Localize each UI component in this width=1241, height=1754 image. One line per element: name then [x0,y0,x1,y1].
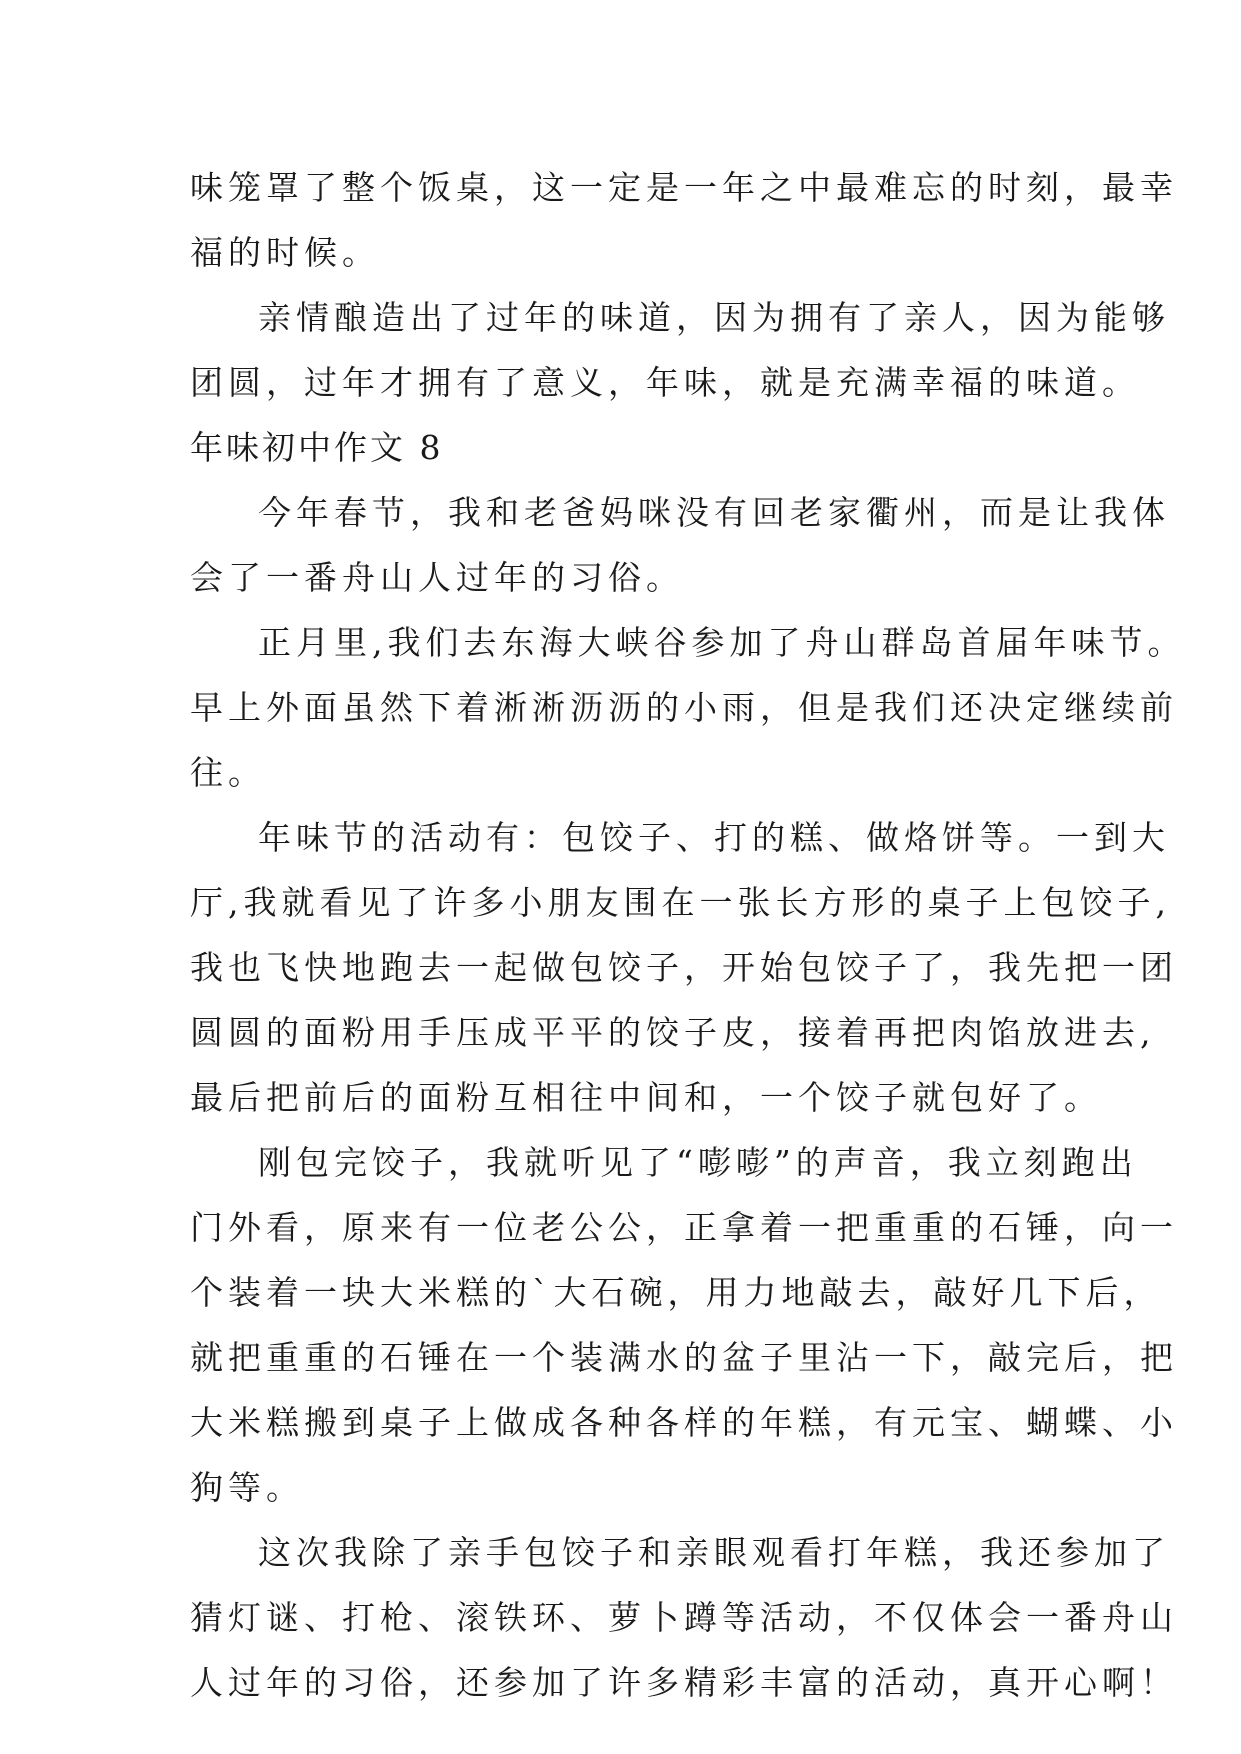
text-line: 门外看，原来有一位老公公，正拿着一把重重的石锤，向一 [190,1208,1178,1247]
paragraph [190,610,1186,805]
text-line: 团圆，过年才拥有了意义，年味，就是充满幸福的味道。 [190,363,1140,402]
text-line: 今年春节，我和老爸妈咪没有回老家衢州，而是让我体 [258,493,1170,532]
text-line: 往。 [190,753,266,792]
text-line: 厅,我就看见了许多小朋友围在一张长方形的桌子上包饺子, [190,883,1171,922]
section-heading [190,415,1060,480]
text-line: 味笼罩了整个饭桌，这一定是一年之中最难忘的时刻，最幸 [190,168,1178,207]
text-line: 最后把前后的面粉互相往中间和，一个饺子就包好了。 [190,1078,1102,1117]
paragraph [190,1520,1178,1715]
text-line: 刚包完饺子，我就听见了“嘭嘭”的声音，我立刻跑出 [258,1143,1138,1182]
paragraph [190,805,1178,1130]
text-line: 圆圆的面粉用手压成平平的饺子皮，接着再把肉馅放进去, [190,1013,1156,1052]
text-line: 福的时候。 [190,233,380,272]
text-line: 这次我除了亲手包饺子和亲眼观看打年糕，我还参加了 [258,1533,1170,1572]
paragraph [190,155,1178,285]
text-line: 个装着一块大米糕的`大石碗，用力地敲去，敲好几下后， [190,1273,1162,1312]
paragraph [190,285,1170,415]
document-page [190,155,1186,1715]
text-line: 就把重重的石锤在一个装满水的盆子里沾一下，敲完后，把 [190,1338,1178,1377]
text-line: 狗等。 [190,1468,304,1507]
text-line: 年味节的活动有：包饺子、打的糕、做烙饼等。一到大 [258,818,1170,857]
heading-text: 年味初中作文 8 [190,428,444,467]
text-line: 猜灯谜、打枪、滚铁环、萝卜蹲等活动，不仅体会一番舟山 [190,1598,1178,1637]
text-line: 正月里,我们去东海大峡谷参加了舟山群岛首届年味节。 [258,623,1186,662]
text-line: 亲情酿造出了过年的味道，因为拥有了亲人，因为能够 [258,298,1170,337]
text-line: 我也飞快地跑去一起做包饺子，开始包饺子了，我先把一团 [190,948,1178,987]
text-line: 早上外面虽然下着淅淅沥沥的小雨，但是我们还决定继续前 [190,688,1178,727]
text-line: 人过年的习俗，还参加了许多精彩丰富的活动，真开心啊！ [190,1663,1178,1702]
paragraph [190,1130,1178,1520]
paragraph [190,480,1170,610]
text-line: 大米糕搬到桌子上做成各种各样的年糕，有元宝、蝴蝶、小 [190,1403,1178,1442]
text-line: 会了一番舟山人过年的习俗。 [190,558,684,597]
